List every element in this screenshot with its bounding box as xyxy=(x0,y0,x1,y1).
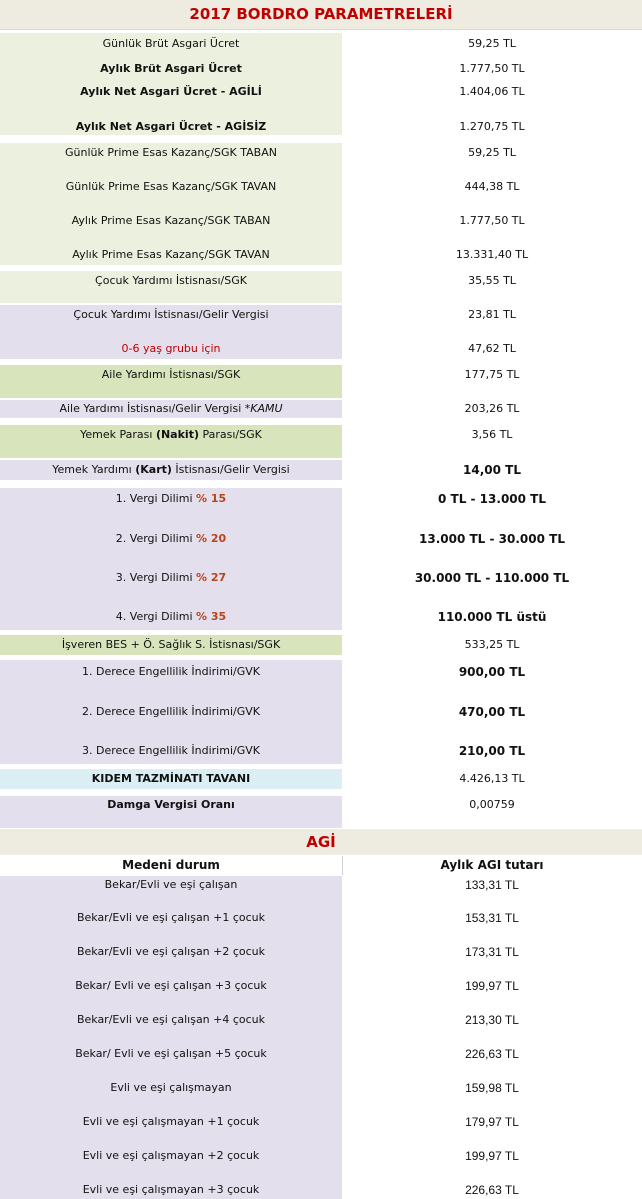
parameter-row-label xyxy=(0,180,342,194)
parameter-row-value: 470,00 TL xyxy=(458,705,526,719)
row-group-background xyxy=(0,488,342,630)
parameter-row-value: 23,81 TL xyxy=(468,308,516,321)
parameter-row-label xyxy=(0,274,342,288)
parameter-row-value: 59,25 TL xyxy=(468,37,516,50)
parameter-row-label xyxy=(0,492,342,506)
parameter-row-value: 210,00 TL xyxy=(458,744,526,758)
parameter-row-label xyxy=(0,571,342,585)
parameter-row-label-end: Parası/SGK xyxy=(202,428,262,441)
parameter-row-value: 177,75 TL xyxy=(464,368,520,381)
parameter-row-tax-rate: % 15 xyxy=(196,492,227,505)
row-group-background xyxy=(0,143,342,265)
parameter-row-label xyxy=(0,798,342,812)
agi-row-label-text: Evli ve eşi çalışmayan xyxy=(110,1081,232,1094)
agi-section-title: AGİ xyxy=(0,829,642,855)
parameter-row-value: 0 TL - 13.000 TL xyxy=(437,492,546,506)
column-header-agi-amount: Aylık AGI tutarı xyxy=(440,858,544,872)
parameter-row-value: 13.331,40 TL xyxy=(455,248,529,261)
agi-row-label xyxy=(0,979,342,993)
agi-row-label xyxy=(0,1115,342,1129)
agi-row-label-text: Evli ve eşi çalışmayan +1 çocuk xyxy=(82,1115,260,1128)
parameter-row-label xyxy=(0,37,342,51)
parameter-row-label xyxy=(0,342,342,356)
parameter-row-value: 47,62 TL xyxy=(468,342,516,355)
agi-row-label-text: Bekar/Evli ve eşi çalışan +2 çocuk xyxy=(76,945,266,958)
agi-row-label-text: Bekar/ Evli ve eşi çalışan +3 çocuk xyxy=(75,979,267,992)
agi-row-label xyxy=(0,1047,342,1061)
parameter-row-value: 444,38 TL xyxy=(464,180,520,193)
parameter-row-value: 3,56 TL xyxy=(471,428,513,441)
parameter-row-label-text: Aylık Prime Esas Kazanç/SGK TAVAN xyxy=(72,248,270,261)
agi-row-value: 199,97 TL xyxy=(465,979,519,993)
agi-row-label xyxy=(0,878,342,892)
parameter-row-label-text: 3. Derece Engellilik İndirimi/GVK xyxy=(82,744,260,757)
parameter-row-label xyxy=(0,214,342,228)
parameter-row-label-text: 2. Derece Engellilik İndirimi/GVK xyxy=(82,705,260,718)
parameter-row-label-text: 2. Vergi Dilimi xyxy=(115,532,193,545)
column-header-marital-status: Medeni durum xyxy=(0,856,343,875)
parameter-row-value: 900,00 TL xyxy=(458,665,526,679)
agi-row-label xyxy=(0,945,342,959)
parameter-row-value: 59,25 TL xyxy=(468,146,516,159)
parameter-row-value: 110.000 TL üstü xyxy=(437,610,547,624)
parameter-row-label-text: KIDEM TAZMİNATI TAVANI xyxy=(91,772,251,785)
parameter-row-label-emphasis: (Nakit) xyxy=(155,428,199,441)
parameter-row-label-text: Aile Yardımı İstisnası/SGK xyxy=(101,368,241,381)
parameter-row-label xyxy=(0,428,342,442)
parameter-row-value: 1.404,06 TL xyxy=(459,85,525,98)
parameter-row-label xyxy=(0,120,342,134)
parameter-row-tax-rate: % 35 xyxy=(196,610,227,623)
parameter-row-label-text: 3. Vergi Dilimi xyxy=(115,571,193,584)
parameter-row-label xyxy=(0,368,342,382)
parameter-row-label xyxy=(0,85,342,99)
parameter-row-label xyxy=(0,610,342,624)
parameter-row-tax-rate: % 20 xyxy=(196,532,227,545)
parameter-row-value: 533,25 TL xyxy=(464,638,520,651)
parameter-row-value: 1.777,50 TL xyxy=(459,62,525,75)
parameter-row-label-text: Çocuk Yardımı İstisnası/SGK xyxy=(95,274,247,287)
agi-row-value: 179,97 TL xyxy=(465,1115,519,1129)
agi-row-label-text: Bekar/ Evli ve eşi çalışan +5 çocuk xyxy=(75,1047,267,1060)
agi-row-label-text: Bekar/Evli ve eşi çalışan +4 çocuk xyxy=(76,1013,266,1026)
agi-row-value: 226,63 TL xyxy=(465,1183,519,1197)
parameter-row-value: 1.270,75 TL xyxy=(459,120,525,133)
agi-row-value: 226,63 TL xyxy=(465,1047,519,1061)
parameter-row-label-text: 4. Vergi Dilimi xyxy=(115,610,193,623)
parameter-row-label xyxy=(0,772,342,786)
agi-row-label-text: Bekar/Evli ve eşi çalışan xyxy=(104,878,238,891)
agi-row-label-text: Evli ve eşi çalışmayan +2 çocuk xyxy=(82,1149,260,1162)
parameter-row-label xyxy=(0,665,342,679)
agi-row-label xyxy=(0,1183,342,1197)
parameter-row-label-text: Günlük Prime Esas Kazanç/SGK TABAN xyxy=(65,146,277,159)
parameter-row-tax-rate: % 27 xyxy=(196,571,227,584)
parameter-row-label-suffix: *KAMU xyxy=(244,402,283,415)
parameter-row-label xyxy=(0,62,342,76)
parameter-row-label xyxy=(0,463,342,477)
parameter-row-value: 203,26 TL xyxy=(464,402,520,415)
agi-row-value: 153,31 TL xyxy=(465,911,519,925)
agi-row-value: 133,31 TL xyxy=(465,878,519,892)
parameter-row-label-text: Aylık Prime Esas Kazanç/SGK TABAN xyxy=(71,214,271,227)
parameter-row-label-text: Aylık Net Asgari Ücret - AGİLİ xyxy=(80,85,262,98)
agi-row-value: 199,97 TL xyxy=(465,1149,519,1163)
parameter-row-label-text: 1. Vergi Dilimi xyxy=(115,492,193,505)
agi-row-label xyxy=(0,1149,342,1163)
agi-row-label-text: Bekar/Evli ve eşi çalışan +1 çocuk xyxy=(76,911,266,924)
parameter-row-value: 14,00 TL xyxy=(463,463,521,477)
agi-row-value: 173,31 TL xyxy=(465,945,519,959)
parameter-row-label xyxy=(0,146,342,160)
parameter-row-label-text: Aile Yardımı İstisnası/Gelir Vergisi xyxy=(59,402,242,415)
parameter-row-label xyxy=(0,532,342,546)
parameter-row-label-text: Günlük Brüt Asgari Ücret xyxy=(102,37,240,50)
parameter-row-label-text: 1. Derece Engellilik İndirimi/GVK xyxy=(82,665,260,678)
agi-row-label-text: Evli ve eşi çalışmayan +3 çocuk xyxy=(82,1183,260,1196)
parameter-row-value: 0,00759 xyxy=(469,798,515,811)
parameter-row-label xyxy=(0,248,342,262)
agi-row-value: 159,98 TL xyxy=(465,1081,519,1095)
parameter-row-label-text: Aylık Brüt Asgari Ücret xyxy=(100,62,242,75)
parameter-row-label-text: Yemek Yardımı xyxy=(52,463,132,476)
parameter-row-label-end: İstisnası/Gelir Vergisi xyxy=(175,463,290,476)
parameter-row-label-emphasis: (Kart) xyxy=(135,463,172,476)
parameter-row-value: 30.000 TL - 110.000 TL xyxy=(414,571,570,585)
parameter-row-value: 4.426,13 TL xyxy=(459,772,525,785)
parameter-row-label-text: 0-6 yaş grubu için xyxy=(121,342,221,355)
agi-row-label xyxy=(0,1081,342,1095)
parameter-row-label-text: Yemek Parası xyxy=(80,428,153,441)
parameter-row-label xyxy=(0,308,342,322)
agi-row-value: 213,30 TL xyxy=(465,1013,519,1027)
parameter-row-label xyxy=(0,638,342,652)
parameter-row-label-text: Damga Vergisi Oranı xyxy=(107,798,235,811)
parameter-row-value: 35,55 TL xyxy=(468,274,516,287)
parameter-row-label-text: Çocuk Yardımı İstisnası/Gelir Vergisi xyxy=(73,308,269,321)
parameter-row-value: 1.777,50 TL xyxy=(459,214,525,227)
parameter-row-label-text: İşveren BES + Ö. Sağlık S. İstisnası/SGK xyxy=(61,638,281,651)
parameter-row-value: 13.000 TL - 30.000 TL xyxy=(419,532,565,546)
parameter-row-label xyxy=(0,402,342,416)
parameter-row-label-text: Günlük Prime Esas Kazanç/SGK TAVAN xyxy=(65,180,277,193)
agi-row-label xyxy=(0,1013,342,1027)
agi-table-header xyxy=(0,856,642,875)
page-title: 2017 BORDRO PARAMETRELERİ xyxy=(0,0,642,30)
parameter-row-label xyxy=(0,744,342,758)
agi-row-label xyxy=(0,911,342,925)
parameter-row-label-text: Aylık Net Asgari Ücret - AGİSİZ xyxy=(75,120,267,133)
parameter-row-label xyxy=(0,705,342,719)
